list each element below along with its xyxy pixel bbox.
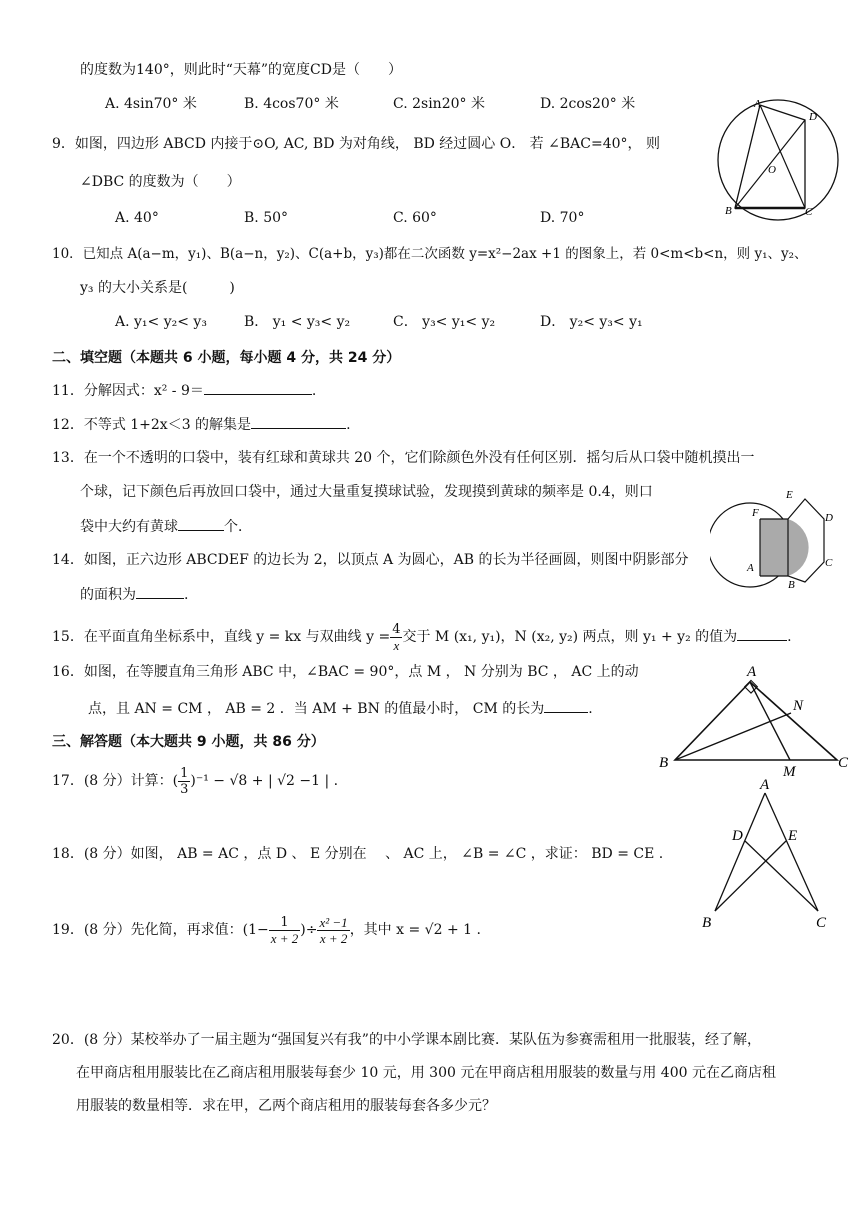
fig18-label-b: B bbox=[702, 915, 712, 931]
q8-option-a: A. 4sin70° 米 bbox=[105, 96, 197, 112]
q16-text-line1: 16．如图，在等腰直角三角形 ABC 中，∠BAC = 90°，点 M ， N 分别为 BC ， AC 上的动 bbox=[52, 664, 639, 680]
q19-text: 19．(8 分）先化简，再求值：(1− $\frac{1}{x + 2}$ )÷ $\frac{\text{x² −1}}{x + 2}$ ，其中 x = √2 + 1 . bbox=[52, 914, 481, 946]
fig16-label-b: B bbox=[659, 755, 669, 771]
section-answer-heading: 三、解答题（本大题共 9 小题，共 86 分） bbox=[52, 734, 325, 750]
fig9-label-o: O bbox=[768, 164, 776, 176]
q10-text-line1: 10．已知点 A(a−m，y₁)、B(a−n，y₂)、C(a+b，y₃)都在二次函数 y=x²−2ax +1 的图象上，若 0<m<b<n，则 y₁、y₂、 bbox=[52, 246, 808, 262]
fig14-label-e: E bbox=[786, 489, 793, 501]
q13-text-line1: 13．在一个不透明的口袋中，装有红球和黄球共 20 个，它们除颜色外没有任何区别．摇匀后从口袋中随机摸出一 bbox=[52, 450, 755, 466]
q20-text-line2: 在甲商店租用服装比在乙商店租用服装每套少 10 元，用 300 元在甲商店租用服装的数量与用 400 元在乙商店租 bbox=[76, 1065, 776, 1081]
q9-option-b: B. 50° bbox=[244, 210, 289, 226]
q17-text: 17．(8 分）计算：( $\frac{1}{3}$ )⁻¹ − √8 + | √2 −1 | . bbox=[52, 765, 339, 797]
q12-text: 12．不等式 1+2x＜3 的解集是 . bbox=[52, 414, 351, 435]
fig9-label-d: D bbox=[809, 111, 817, 123]
q13-text-line3: 袋中大约有黄球 个． bbox=[80, 516, 252, 537]
fig18-label-c: C bbox=[816, 915, 827, 931]
q9-option-d: D. 70° bbox=[540, 210, 585, 226]
q8-option-c: C. 2sin20° 米 bbox=[393, 96, 485, 112]
q10-text-line2: y₃ 的大小关系是( ) bbox=[80, 280, 235, 296]
q13-answer-blank[interactable] bbox=[178, 516, 224, 531]
q12-answer-blank[interactable] bbox=[251, 414, 346, 429]
q14-answer-blank[interactable] bbox=[136, 584, 184, 599]
fig14-label-b: B bbox=[788, 579, 795, 591]
q11-text: 11．分解因式：x² - 9＝ . bbox=[52, 380, 316, 401]
q20-text-line1: 20．(8 分）某校举办了一届主题为“强国复兴有我”的中小学课本剧比赛．某队伍为参赛需租用一批服装，经了解， bbox=[52, 1032, 761, 1048]
q18-figure bbox=[690, 775, 840, 935]
q9-option-a: A. 40° bbox=[115, 210, 159, 226]
q10-option-a: A. y₁< y₂< y₃ bbox=[115, 314, 207, 330]
fig9-label-a: A bbox=[754, 98, 761, 110]
q9-text-line2: ∠DBC 的度数为（ ） bbox=[80, 174, 241, 190]
fig16-label-a: A bbox=[747, 664, 757, 680]
fig18-label-a: A bbox=[760, 777, 770, 793]
fig18-label-e: E bbox=[788, 828, 798, 844]
q9-figure bbox=[705, 98, 850, 223]
section-fill-in-heading: 二、填空题（本题共 6 小题，每小题 4 分，共 24 分） bbox=[52, 350, 401, 366]
fig14-label-f: F bbox=[752, 507, 759, 519]
q9-text-line1: 9．如图，四边形 ABCD 内接于⊙O, AC, BD 为对角线， BD 经过圆心 O． 若 ∠BAC=40°， 则 bbox=[52, 136, 660, 152]
q10-option-b: B． y₁ < y₃< y₂ bbox=[244, 314, 351, 330]
q8-option-d: D. 2cos20° 米 bbox=[540, 96, 636, 112]
q10-option-c: C． y₃< y₁< y₂ bbox=[393, 314, 496, 330]
q14-figure bbox=[710, 486, 845, 604]
fig14-label-c: C bbox=[825, 557, 833, 569]
q8-option-b: B. 4cos70° 米 bbox=[244, 96, 339, 112]
q11-answer-blank[interactable] bbox=[204, 380, 312, 395]
q20-text-line3: 用服装的数量相等．求在甲，乙两个商店租用的服装每套各多少元？ bbox=[76, 1098, 496, 1114]
q16-figure bbox=[655, 660, 855, 780]
fig9-label-c: C bbox=[805, 206, 813, 218]
fig14-label-a: A bbox=[747, 562, 754, 574]
q8-text: 的度数为140°，则此时“天幕”的宽度CD是（ ） bbox=[80, 62, 402, 78]
q9-option-c: C. 60° bbox=[393, 210, 437, 226]
q13-text-line2: 个球，记下颜色后再放回口袋中，通过大量重复摸球试验，发现摸到黄球的频率是 0.4，则口 bbox=[80, 484, 653, 500]
q16-text-line2: 点，且 AN = CM ， AB = 2 ．当 AM + BN 的值最小时， CM 的长为 . bbox=[88, 698, 593, 719]
q14-text-line1: 14．如图，正六边形 ABCDEF 的边长为 2，以顶点 A 为圆心，AB 的长为半径画圆，则图中阴影部分 bbox=[52, 552, 689, 568]
q16-answer-blank[interactable] bbox=[544, 698, 588, 713]
fig9-label-b: B bbox=[725, 205, 732, 217]
fig18-label-d: D bbox=[732, 828, 743, 844]
q14-text-line2: 的面积为 . bbox=[80, 584, 188, 605]
fig16-label-m: M bbox=[783, 764, 796, 780]
q18-text: 18．(8 分）如图， AB = AC ，点 D 、 E 分别在 、 AC 上， ∠B = ∠C ，求证： BD = CE . bbox=[52, 846, 664, 862]
fig14-label-d: D bbox=[825, 512, 833, 524]
q15-text: 15．在平面直角坐标系中，直线 y = kx 与双曲线 y = $\frac{4}{x}$ 交于 M (x₁, y₁)，N (x₂, y₂) 两点，则 y₁ + y₂ 的值为 . bbox=[52, 621, 792, 653]
fig16-label-c: C bbox=[838, 755, 849, 771]
q15-answer-blank[interactable] bbox=[737, 626, 787, 641]
q10-option-d: D． y₂< y₃< y₁ bbox=[540, 314, 643, 330]
fig16-label-n: N bbox=[793, 698, 804, 714]
